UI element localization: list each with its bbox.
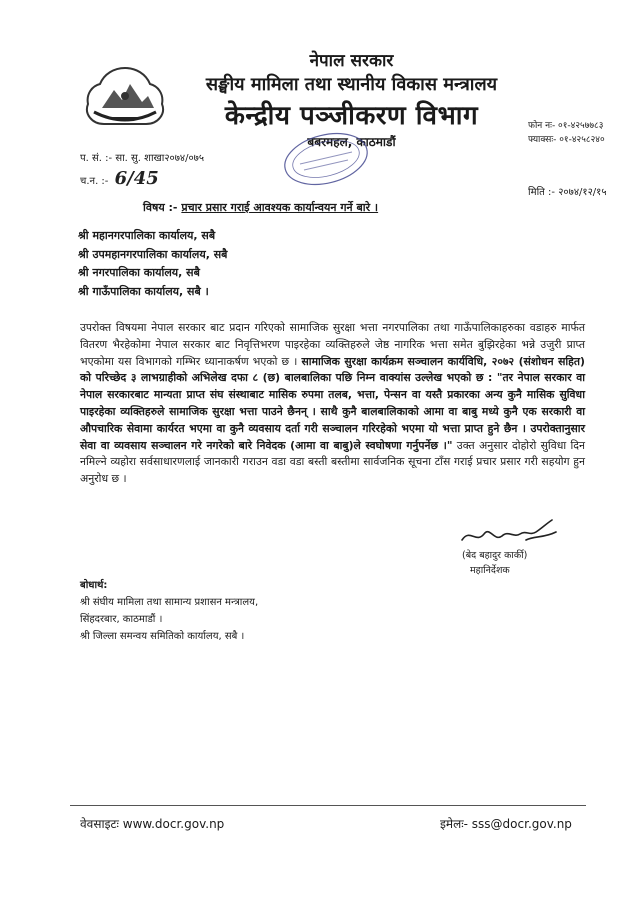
signatory-title: महानिर्देशक	[470, 565, 510, 576]
body-intro: उपरोक्त विषयमा नेपाल सरकार बाट प्रदान गरिएको सामाजिक सुरक्षा भत्ता नगरपालिका तथा गाऊँपालिकाहरुका वडाहरु मार्फत वितरण भैरहेकोमा नेपाल सरकार बाट निवृत्तिभरण पाइरहेका व्यक्तिहरुले जेष्ठ नागरिक भत्ता समेत बुझिरहेका भन्ने उजुरी प्राप्त भएकोमा यस विभागको गम्भिर ध्यानाकर्षण भएको छ ।	[80, 321, 585, 368]
nepal-government-emblem	[80, 62, 170, 132]
letter-body	[80, 320, 585, 488]
subject-text: प्रचार प्रसार गराई आवश्यक कार्यान्वयन गर्ने बारे ।	[181, 201, 379, 214]
subject-label: विषय :-	[143, 201, 178, 214]
email-link[interactable]: sss@docr.gov.np	[471, 817, 572, 831]
ministry-name: सङ्घीय मामिला तथा स्थानीय विकास मन्त्रालय	[205, 74, 498, 95]
website-link[interactable]: www.docr.gov.np	[122, 817, 225, 831]
dispatch-value: 6/45	[114, 168, 159, 189]
body-quoted-rule: सामाजिक सुरक्षा कार्यक्रम सञ्चालन कार्यविधि, २०७२ (संशोधन सहित) को परिच्छेद ३ लाभग्राहीको अभिलेख दफा ८ (छ) बालबालिका पछि निम्न वाक्यांस उल्लेख भएको छ : "तर नेपाल सरकार वा नेपाल सरकारबाट मान्यता प्राप्त संघ संस्थाबाट मासिक रुपमा तलब, भत्ता, पेन्सन वा यस्तै प्रकारका अन्य कुनै मासिक सुविधा पाइरहेका व्यक्तिहरुले सामाजिक सुरक्षा भत्ता पाउने छैनन् । साथै कुनै बालबालिकाको आमा वा बाबु मध्ये कुनै एक सरकारी वा औपचारिक सेवामा कार्यरत भएमा वा कुनै व्यवसाय दर्ता गरी सञ्चालन गरिरहेको भएमा यो भत्ता प्राप्त हुने छैन । उपरोक्तानुसार सेवा वा व्यवसाय सञ्चालन गरे नगरेको बारे निवेदक (आमा वा बाबु)ले स्वघोषणा गर्नुपर्नेछ ।"	[80, 354, 585, 452]
footer-email	[440, 815, 572, 832]
office-location: बबरमहल, काठमाडौं	[307, 135, 396, 149]
signatory-name: (बेद बहादुर कार्की)	[462, 550, 528, 561]
subject-line	[143, 200, 378, 215]
website-label: वेवसाइटः	[80, 817, 119, 831]
government-name: नेपाल सरकार	[309, 51, 394, 71]
recipient: श्री गाऊँपालिका कार्यालय, सबै ।	[78, 285, 209, 298]
office-stamp	[276, 128, 376, 190]
cc-item: श्री जिल्ला समन्वय समितिको कार्यालय, सबै ।	[80, 631, 245, 642]
signature	[456, 514, 566, 548]
dispatch-label: च.न. :-	[80, 176, 109, 187]
recipient: श्री महानगरपालिका कार्यालय, सबै	[78, 229, 216, 242]
cc-heading: बोधार्थ:	[80, 580, 108, 591]
cc-item: श्री संघीय मामिला तथा सामान्य प्रशासन मन्त्रालय,	[80, 597, 259, 608]
footer-website	[80, 815, 224, 832]
department-name: केन्द्रीय पञ्जीकरण विभाग	[224, 101, 479, 131]
recipient: श्री नगरपालिका कार्यालय, सबै	[78, 266, 200, 279]
reference-label: प. सं. :-	[80, 153, 113, 164]
cc-item: सिंहदरबार, काठमाडौं ।	[80, 614, 163, 625]
fax-number: फ्याक्सः- ०१-४२५८२४०	[528, 135, 605, 145]
dispatch-number	[80, 168, 159, 189]
phone-number: फोन नः- ०१-४२५७७८३	[528, 121, 604, 131]
body-request: उक्त अनुसार दोहोरो सुविधा दिन नमिल्ने व्यहोरा सर्वसाधारणलाई जानकारी गराउन वडा वडा बस्ती बस्तीमा सार्वजनिक सूचना टाँस गराई प्रचार प्रसार गरी सहयोग हुन अनुरोध छ ।	[80, 438, 586, 486]
letter-date	[528, 184, 607, 198]
email-label: इमेलः-	[440, 817, 468, 831]
date-label: मिति :-	[528, 187, 556, 198]
reference-number	[80, 150, 204, 164]
footer-divider	[70, 805, 586, 806]
date-value: २०७४/१२/१५	[558, 187, 607, 198]
recipient: श्री उपमहानगरपालिका कार्यालय, सबै	[78, 248, 228, 261]
reference-value: सा. सु. शाखा२०७४/०७५	[115, 153, 205, 164]
